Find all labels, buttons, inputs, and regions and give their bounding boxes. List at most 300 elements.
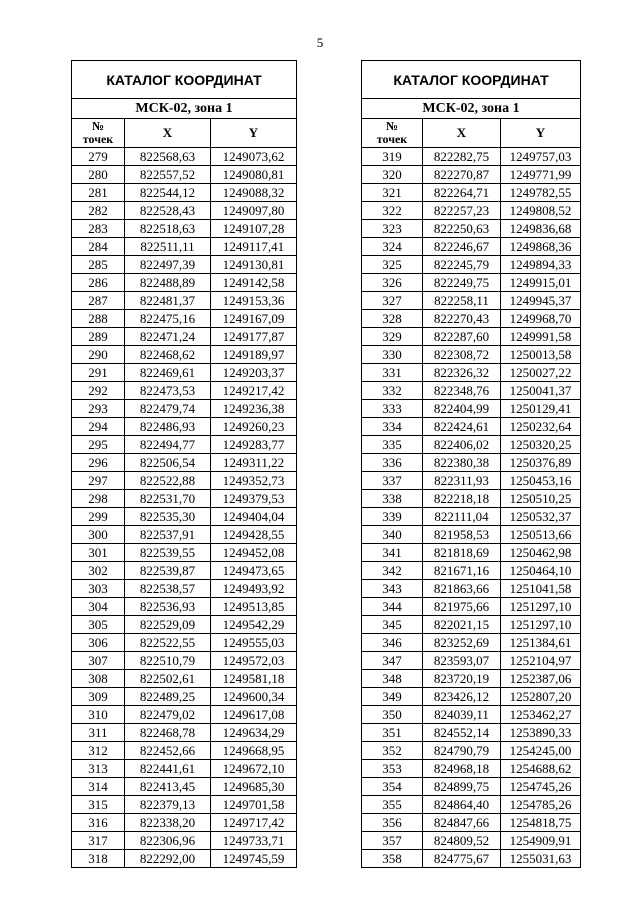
y-coordinate-cell: 1250013,58: [501, 346, 581, 364]
y-coordinate-cell: 1249634,29: [211, 724, 297, 742]
y-coordinate-cell: 1249177,87: [211, 328, 297, 346]
x-coordinate-cell: 822539,55: [125, 544, 211, 562]
table-row: [362, 472, 581, 490]
x-coordinate-cell: 822326,32: [423, 364, 501, 382]
point-number-cell: 279: [72, 148, 125, 166]
point-number-cell: 298: [72, 490, 125, 508]
y-header: Y: [211, 119, 297, 148]
point-number-cell: 335: [362, 436, 423, 454]
y-coordinate-cell: 1249991,58: [501, 328, 581, 346]
table-row: [72, 400, 297, 418]
point-number-cell: 330: [362, 346, 423, 364]
table-row: [362, 652, 581, 670]
table-row: [72, 562, 297, 580]
x-coordinate-cell: 823593,07: [423, 652, 501, 670]
point-number-cell: 304: [72, 598, 125, 616]
point-number-cell: 311: [72, 724, 125, 742]
y-coordinate-cell: 1249473,65: [211, 562, 297, 580]
y-coordinate-cell: 1250027,22: [501, 364, 581, 382]
x-coordinate-cell: 822475,16: [125, 310, 211, 328]
point-number-cell: 293: [72, 400, 125, 418]
table-row: [72, 472, 297, 490]
x-coordinate-cell: 822528,43: [125, 202, 211, 220]
table-row: [72, 220, 297, 238]
y-coordinate-cell: 1254785,26: [501, 796, 581, 814]
x-coordinate-cell: 822250,63: [423, 220, 501, 238]
table-row: [72, 814, 297, 832]
point-number-cell: 325: [362, 256, 423, 274]
point-number-cell: 316: [72, 814, 125, 832]
table-row: [362, 850, 581, 868]
x-coordinate-cell: 823252,69: [423, 634, 501, 652]
point-number-cell: 356: [362, 814, 423, 832]
table-row: [72, 688, 297, 706]
point-number-cell: 352: [362, 742, 423, 760]
y-coordinate-cell: 1249283,77: [211, 436, 297, 454]
page-number: 5: [316, 35, 324, 50]
x-coordinate-cell: 822311,93: [423, 472, 501, 490]
point-number-cell: 355: [362, 796, 423, 814]
x-coordinate-cell: 822538,57: [125, 580, 211, 598]
y-coordinate-cell: 1250232,64: [501, 418, 581, 436]
table-row: [72, 742, 297, 760]
y-coordinate-cell: 1250532,37: [501, 508, 581, 526]
point-number-cell: 353: [362, 760, 423, 778]
x-coordinate-cell: 822111,04: [423, 508, 501, 526]
x-coordinate-cell: 822536,93: [125, 598, 211, 616]
table-row: [72, 184, 297, 202]
table-row: [72, 652, 297, 670]
table-row: [362, 580, 581, 598]
table-row: [72, 670, 297, 688]
y-coordinate-cell: 1249701,58: [211, 796, 297, 814]
table-row: [72, 616, 297, 634]
y-coordinate-cell: 1249352,73: [211, 472, 297, 490]
y-coordinate-cell: 1249581,18: [211, 670, 297, 688]
x-coordinate-cell: 822424,61: [423, 418, 501, 436]
catalog-title: КАТАЛОГ КООРДИНАТ: [362, 61, 581, 99]
point-number-cell: 321: [362, 184, 423, 202]
x-coordinate-cell: 822510,79: [125, 652, 211, 670]
table-row: [362, 400, 581, 418]
point-number-cell: 287: [72, 292, 125, 310]
x-coordinate-cell: 822348,76: [423, 382, 501, 400]
y-coordinate-cell: 1249379,53: [211, 490, 297, 508]
table-row: [72, 418, 297, 436]
point-number-cell: 328: [362, 310, 423, 328]
y-coordinate-cell: 1249513,85: [211, 598, 297, 616]
coordinate-catalog-left: [71, 60, 297, 868]
table-row: [72, 202, 297, 220]
x-coordinate-cell: 822380,38: [423, 454, 501, 472]
y-coordinate-cell: 1249672,10: [211, 760, 297, 778]
point-number-cell: 292: [72, 382, 125, 400]
point-number-cell: 334: [362, 418, 423, 436]
point-number-cell: 346: [362, 634, 423, 652]
table-row: [362, 364, 581, 382]
point-number-cell: 350: [362, 706, 423, 724]
x-coordinate-cell: 822511,11: [125, 238, 211, 256]
y-coordinate-cell: 1250510,25: [501, 490, 581, 508]
point-number-cell: 313: [72, 760, 125, 778]
point-number-cell: 347: [362, 652, 423, 670]
table-row: [362, 526, 581, 544]
point-number-cell: 283: [72, 220, 125, 238]
point-number-cell: 285: [72, 256, 125, 274]
y-coordinate-cell: 1249189,97: [211, 346, 297, 364]
point-number-cell: 336: [362, 454, 423, 472]
x-coordinate-cell: 822486,93: [125, 418, 211, 436]
y-coordinate-cell: 1254818,75: [501, 814, 581, 832]
table-row: [362, 634, 581, 652]
point-number-cell: 341: [362, 544, 423, 562]
point-number-cell: 303: [72, 580, 125, 598]
point-number-cell: 345: [362, 616, 423, 634]
y-coordinate-cell: 1249088,32: [211, 184, 297, 202]
table-row: [72, 256, 297, 274]
x-coordinate-cell: 822568,63: [125, 148, 211, 166]
y-coordinate-cell: 1249493,92: [211, 580, 297, 598]
x-coordinate-cell: 822282,75: [423, 148, 501, 166]
y-coordinate-cell: 1251041,58: [501, 580, 581, 598]
table-row: [72, 238, 297, 256]
point-number-cell: 282: [72, 202, 125, 220]
point-number-cell: 326: [362, 274, 423, 292]
y-coordinate-cell: 1249733,71: [211, 832, 297, 850]
y-coordinate-cell: 1249097,80: [211, 202, 297, 220]
y-coordinate-cell: 1249915,01: [501, 274, 581, 292]
x-coordinate-cell: 822471,24: [125, 328, 211, 346]
point-number-cell: 317: [72, 832, 125, 850]
table-row: [362, 202, 581, 220]
y-header: Y: [501, 119, 581, 148]
point-number-cell: 349: [362, 688, 423, 706]
x-header: X: [423, 119, 501, 148]
table-row: [72, 166, 297, 184]
y-coordinate-cell: 1250464,10: [501, 562, 581, 580]
point-number-cell: 342: [362, 562, 423, 580]
y-coordinate-cell: 1249452,08: [211, 544, 297, 562]
x-coordinate-cell: 824847,66: [423, 814, 501, 832]
table-row: [362, 256, 581, 274]
table-row: [362, 724, 581, 742]
table-row: [72, 778, 297, 796]
point-number-cell: 331: [362, 364, 423, 382]
point-number-cell: 354: [362, 778, 423, 796]
point-number-cell: 318: [72, 850, 125, 868]
x-coordinate-cell: 822292,00: [125, 850, 211, 868]
table-row: [362, 760, 581, 778]
x-coordinate-cell: 822308,72: [423, 346, 501, 364]
point-number-cell: 351: [362, 724, 423, 742]
table-row: [362, 328, 581, 346]
x-coordinate-cell: 822488,89: [125, 274, 211, 292]
table-row: [362, 220, 581, 238]
point-number-cell: 315: [72, 796, 125, 814]
y-coordinate-cell: 1250513,66: [501, 526, 581, 544]
table-row: [362, 184, 581, 202]
point-number-cell: 343: [362, 580, 423, 598]
point-number-cell: 291: [72, 364, 125, 382]
y-coordinate-cell: 1249130,81: [211, 256, 297, 274]
y-coordinate-cell: 1254245,00: [501, 742, 581, 760]
x-coordinate-cell: 824790,79: [423, 742, 501, 760]
point-number-cell: 344: [362, 598, 423, 616]
y-coordinate-cell: 1250462,98: [501, 544, 581, 562]
y-coordinate-cell: 1249203,37: [211, 364, 297, 382]
x-coordinate-cell: 824864,40: [423, 796, 501, 814]
table-row: [72, 724, 297, 742]
point-number-cell: 314: [72, 778, 125, 796]
table-row: [72, 634, 297, 652]
y-coordinate-cell: 1249080,81: [211, 166, 297, 184]
y-coordinate-cell: 1249311,22: [211, 454, 297, 472]
y-coordinate-cell: 1249685,30: [211, 778, 297, 796]
x-coordinate-cell: 822502,61: [125, 670, 211, 688]
x-coordinate-cell: 822531,70: [125, 490, 211, 508]
x-coordinate-cell: 822452,66: [125, 742, 211, 760]
point-number-cell: 322: [362, 202, 423, 220]
x-coordinate-cell: 822218,18: [423, 490, 501, 508]
x-coordinate-cell: 822441,61: [125, 760, 211, 778]
x-coordinate-cell: 822468,62: [125, 346, 211, 364]
y-coordinate-cell: 1249945,37: [501, 292, 581, 310]
table-row: [362, 814, 581, 832]
point-number-cell: 333: [362, 400, 423, 418]
x-coordinate-cell: 821671,16: [423, 562, 501, 580]
y-coordinate-cell: 1254688,62: [501, 760, 581, 778]
number-sign: №: [91, 119, 105, 133]
table-row: [362, 688, 581, 706]
point-number-cell: 296: [72, 454, 125, 472]
x-coordinate-cell: 821818,69: [423, 544, 501, 562]
x-coordinate-cell: 824552,14: [423, 724, 501, 742]
y-coordinate-cell: 1249236,38: [211, 400, 297, 418]
point-number-cell: 300: [72, 526, 125, 544]
point-number-cell: 310: [72, 706, 125, 724]
x-coordinate-cell: 822479,02: [125, 706, 211, 724]
y-coordinate-cell: 1249757,03: [501, 148, 581, 166]
table-row: [72, 364, 297, 382]
point-number-label: точек: [376, 132, 408, 146]
point-number-cell: 294: [72, 418, 125, 436]
table-row: [362, 148, 581, 166]
y-coordinate-cell: 1249617,08: [211, 706, 297, 724]
x-coordinate-cell: 822270,87: [423, 166, 501, 184]
table-row: [362, 292, 581, 310]
x-coordinate-cell: 822537,91: [125, 526, 211, 544]
table-row: [362, 508, 581, 526]
y-coordinate-cell: 1249600,34: [211, 688, 297, 706]
table-row: [72, 598, 297, 616]
table-row: [72, 850, 297, 868]
x-coordinate-cell: 823426,12: [423, 688, 501, 706]
x-coordinate-cell: 822306,96: [125, 832, 211, 850]
y-coordinate-cell: 1253462,27: [501, 706, 581, 724]
coordinate-system-label: МСК-02, зона 1: [72, 99, 297, 119]
y-coordinate-cell: 1250041,37: [501, 382, 581, 400]
point-number-cell: 358: [362, 850, 423, 868]
x-coordinate-cell: 822021,15: [423, 616, 501, 634]
x-coordinate-cell: 821863,66: [423, 580, 501, 598]
y-coordinate-cell: 1249782,55: [501, 184, 581, 202]
point-number-cell: 327: [362, 292, 423, 310]
x-coordinate-cell: 822379,13: [125, 796, 211, 814]
point-number-cell: 295: [72, 436, 125, 454]
point-number-cell: 284: [72, 238, 125, 256]
point-number-cell: 299: [72, 508, 125, 526]
x-header: X: [125, 119, 211, 148]
point-number-header: [72, 119, 125, 148]
table-row: [72, 526, 297, 544]
x-coordinate-cell: 822469,61: [125, 364, 211, 382]
table-row: [362, 778, 581, 796]
point-number-cell: 309: [72, 688, 125, 706]
table-row: [72, 490, 297, 508]
x-coordinate-cell: 822557,52: [125, 166, 211, 184]
table-row: [362, 274, 581, 292]
point-number-cell: 329: [362, 328, 423, 346]
x-coordinate-cell: 821975,66: [423, 598, 501, 616]
y-coordinate-cell: 1249668,95: [211, 742, 297, 760]
table-row: [72, 328, 297, 346]
y-coordinate-cell: 1250129,41: [501, 400, 581, 418]
point-number-cell: 324: [362, 238, 423, 256]
y-coordinate-cell: 1249404,04: [211, 508, 297, 526]
y-coordinate-cell: 1249142,58: [211, 274, 297, 292]
x-coordinate-cell: 822544,12: [125, 184, 211, 202]
table-row: [72, 508, 297, 526]
table-row: [72, 382, 297, 400]
y-coordinate-cell: 1250376,89: [501, 454, 581, 472]
y-coordinate-cell: 1250320,25: [501, 436, 581, 454]
y-coordinate-cell: 1249153,36: [211, 292, 297, 310]
table-row: [362, 436, 581, 454]
y-coordinate-cell: 1249117,41: [211, 238, 297, 256]
x-coordinate-cell: 822338,20: [125, 814, 211, 832]
x-coordinate-cell: 822406,02: [423, 436, 501, 454]
y-coordinate-cell: 1249868,36: [501, 238, 581, 256]
point-number-cell: 280: [72, 166, 125, 184]
y-coordinate-cell: 1249073,62: [211, 148, 297, 166]
table-row: [72, 436, 297, 454]
y-coordinate-cell: 1251384,61: [501, 634, 581, 652]
y-coordinate-cell: 1252807,20: [501, 688, 581, 706]
table-row: [362, 706, 581, 724]
table-row: [362, 454, 581, 472]
y-coordinate-cell: 1255031,63: [501, 850, 581, 868]
table-row: [362, 346, 581, 364]
y-coordinate-cell: 1249894,33: [501, 256, 581, 274]
x-coordinate-cell: 822264,71: [423, 184, 501, 202]
point-number-cell: 332: [362, 382, 423, 400]
coordinate-catalog-right: [361, 60, 581, 868]
point-number-cell: 306: [72, 634, 125, 652]
point-number-cell: 297: [72, 472, 125, 490]
x-coordinate-cell: 823720,19: [423, 670, 501, 688]
y-coordinate-cell: 1249542,29: [211, 616, 297, 634]
x-coordinate-cell: 822287,60: [423, 328, 501, 346]
table-row: [72, 292, 297, 310]
table-row: [362, 238, 581, 256]
point-number-cell: 281: [72, 184, 125, 202]
point-number-cell: 290: [72, 346, 125, 364]
x-coordinate-cell: 822413,45: [125, 778, 211, 796]
table-row: [362, 598, 581, 616]
point-number-cell: 305: [72, 616, 125, 634]
x-coordinate-cell: 822489,25: [125, 688, 211, 706]
table-row: [362, 670, 581, 688]
y-coordinate-cell: 1249745,59: [211, 850, 297, 868]
table-row: [72, 796, 297, 814]
x-coordinate-cell: 822497,39: [125, 256, 211, 274]
point-number-cell: 323: [362, 220, 423, 238]
y-coordinate-cell: 1249771,99: [501, 166, 581, 184]
table-row: [72, 454, 297, 472]
table-row: [72, 580, 297, 598]
point-number-label: точек: [82, 132, 114, 146]
x-coordinate-cell: 822245,79: [423, 256, 501, 274]
table-row: [362, 418, 581, 436]
y-coordinate-cell: 1249572,03: [211, 652, 297, 670]
x-coordinate-cell: 822249,75: [423, 274, 501, 292]
x-coordinate-cell: 824809,52: [423, 832, 501, 850]
table-row: [72, 706, 297, 724]
point-number-cell: 312: [72, 742, 125, 760]
table-row: [362, 166, 581, 184]
x-coordinate-cell: 824775,67: [423, 850, 501, 868]
point-number-header: [362, 119, 423, 148]
y-coordinate-cell: 1249107,28: [211, 220, 297, 238]
y-coordinate-cell: 1254909,91: [501, 832, 581, 850]
point-number-cell: 307: [72, 652, 125, 670]
point-number-cell: 357: [362, 832, 423, 850]
x-coordinate-cell: 822518,63: [125, 220, 211, 238]
y-coordinate-cell: 1251297,10: [501, 598, 581, 616]
table-row: [362, 310, 581, 328]
point-number-cell: 288: [72, 310, 125, 328]
x-coordinate-cell: 822258,11: [423, 292, 501, 310]
table-row: [362, 796, 581, 814]
y-coordinate-cell: 1249717,42: [211, 814, 297, 832]
table-row: [362, 382, 581, 400]
x-coordinate-cell: 822522,55: [125, 634, 211, 652]
y-coordinate-cell: 1249260,23: [211, 418, 297, 436]
y-coordinate-cell: 1249836,68: [501, 220, 581, 238]
y-coordinate-cell: 1249555,03: [211, 634, 297, 652]
point-number-cell: 340: [362, 526, 423, 544]
point-number-cell: 289: [72, 328, 125, 346]
coordinate-system-label: МСК-02, зона 1: [362, 99, 581, 119]
table-row: [72, 310, 297, 328]
x-coordinate-cell: 821958,53: [423, 526, 501, 544]
table-row: [362, 562, 581, 580]
table-row: [72, 148, 297, 166]
point-number-cell: 308: [72, 670, 125, 688]
point-number-cell: 337: [362, 472, 423, 490]
table-row: [72, 832, 297, 850]
point-number-cell: 301: [72, 544, 125, 562]
point-number-cell: 338: [362, 490, 423, 508]
table-row: [362, 544, 581, 562]
x-coordinate-cell: 824968,18: [423, 760, 501, 778]
table-row: [72, 274, 297, 292]
point-number-cell: 286: [72, 274, 125, 292]
x-coordinate-cell: 822522,88: [125, 472, 211, 490]
x-coordinate-cell: 822246,67: [423, 238, 501, 256]
y-coordinate-cell: 1250453,16: [501, 472, 581, 490]
table-row: [362, 490, 581, 508]
